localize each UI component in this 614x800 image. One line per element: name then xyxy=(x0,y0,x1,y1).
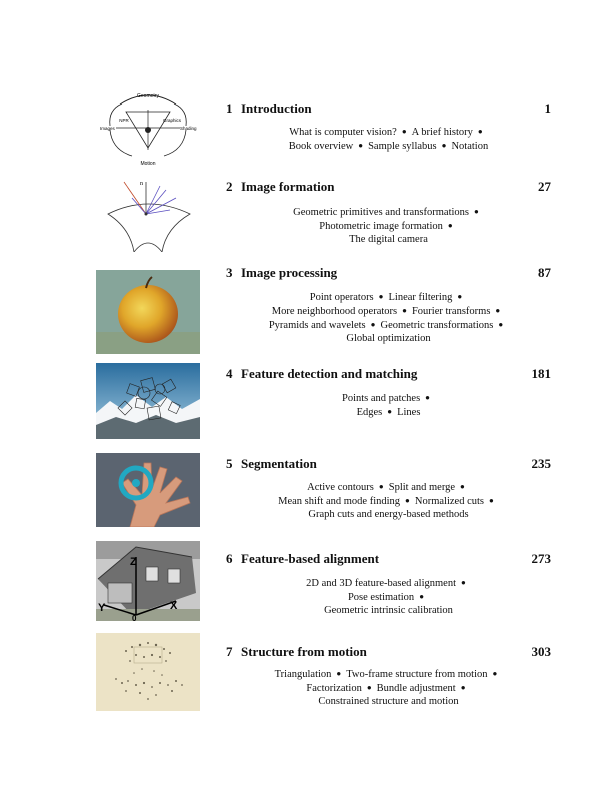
topic[interactable]: The digital camera xyxy=(349,234,428,245)
topic[interactable]: Points and patches xyxy=(342,393,421,404)
bullet-icon: ● xyxy=(457,292,463,301)
bullet-icon: ● xyxy=(425,393,430,402)
topic[interactable]: What is computer vision? xyxy=(289,127,397,138)
chapter-4-thumbnail xyxy=(96,363,200,439)
bullet-icon: ● xyxy=(474,207,479,216)
chapter-5-thumbnail xyxy=(96,453,200,527)
bullet-icon: ● xyxy=(460,683,466,692)
bullet-icon: ● xyxy=(378,292,384,301)
thumbnail-label: Graphics xyxy=(162,118,182,123)
thumbnail-label: NPR xyxy=(119,118,129,123)
bullet-icon: ● xyxy=(401,127,407,136)
thumbnail-label: Z xyxy=(130,556,137,568)
bullet-icon: ● xyxy=(489,496,494,505)
chapter-topics xyxy=(226,480,551,521)
chapter-page[interactable]: 235 xyxy=(531,456,551,471)
topic[interactable]: Geometric primitives and transformations xyxy=(293,207,469,218)
chapter-3-thumbnail xyxy=(96,270,200,354)
thumbnail-label: Geometry xyxy=(137,93,159,99)
topic[interactable]: More neighborhood operators xyxy=(271,306,398,317)
chapter-number: 4 xyxy=(226,366,233,381)
bullet-icon: ● xyxy=(378,482,384,491)
bullet-icon: ● xyxy=(358,141,364,150)
topic[interactable]: Geometric transformations xyxy=(380,320,494,331)
chapter-title[interactable]: Image processing xyxy=(241,265,338,280)
topic[interactable]: Active contours xyxy=(307,482,374,493)
bullet-icon: ● xyxy=(441,141,447,150)
topic[interactable]: Point operators xyxy=(309,292,374,303)
chapter-title[interactable]: Introduction xyxy=(241,101,312,116)
chapter-topics xyxy=(226,205,551,246)
chapter-title[interactable]: Structure from motion xyxy=(241,644,367,659)
chapter-page[interactable]: 1 xyxy=(544,101,551,116)
chapter-number: 7 xyxy=(226,644,233,659)
chapter-number: 6 xyxy=(226,551,233,566)
topic[interactable]: Book overview xyxy=(288,141,354,152)
chapter-number: 1 xyxy=(226,101,233,116)
bullet-icon: ● xyxy=(447,221,453,230)
bullet-icon: ● xyxy=(402,306,407,315)
chapter-title[interactable]: Feature detection and matching xyxy=(241,366,418,381)
bullet-icon: ● xyxy=(405,496,410,505)
bullet-icon: ● xyxy=(460,482,465,491)
bullet-icon: ● xyxy=(492,669,498,678)
bullet-icon: ● xyxy=(366,683,372,692)
bullet-icon: ● xyxy=(461,578,466,587)
topic[interactable]: Linear filtering xyxy=(388,292,453,303)
bullet-icon: ● xyxy=(477,127,483,136)
chapter-topics xyxy=(226,667,551,708)
topic[interactable]: Sample syllabus xyxy=(368,141,437,152)
topic[interactable]: Pose estimation xyxy=(347,592,415,603)
chapter-topics xyxy=(226,290,551,345)
topic[interactable]: Photometric image formation xyxy=(319,221,443,232)
topic[interactable]: Bundle adjustment xyxy=(376,683,456,694)
topic[interactable]: Pyramids and wavelets xyxy=(268,320,366,331)
chapter-number: 5 xyxy=(226,456,233,471)
chapter-title[interactable]: Image formation xyxy=(241,179,335,194)
bullet-icon: ● xyxy=(498,320,504,329)
topic[interactable]: Normalized cuts xyxy=(414,496,484,507)
topic[interactable]: 2D and 3D feature-based alignment xyxy=(306,578,457,589)
topic[interactable]: Lines xyxy=(397,407,421,418)
chapter-page[interactable]: 181 xyxy=(531,366,551,381)
chapter-title[interactable]: Segmentation xyxy=(241,456,317,471)
topic[interactable]: Constrained structure and motion xyxy=(318,696,459,707)
chapter-page[interactable]: 303 xyxy=(531,644,551,659)
bullet-icon: ● xyxy=(495,306,501,315)
chapter-2-thumbnail xyxy=(96,176,200,252)
thumbnail-label: Y xyxy=(98,602,106,614)
topic[interactable]: Mean shift and mode finding xyxy=(278,496,401,507)
thumbnail-label: 0 xyxy=(132,614,137,621)
chapter-topics xyxy=(226,125,551,153)
chapter-7-thumbnail xyxy=(96,633,200,711)
chapter-topics xyxy=(226,391,551,419)
bullet-icon: ● xyxy=(419,592,425,601)
chapter-1-thumbnail xyxy=(96,90,200,168)
topic[interactable]: Fourier transforms xyxy=(411,306,491,317)
chapter-title[interactable]: Feature-based alignment xyxy=(241,551,380,566)
topic[interactable]: Split and merge xyxy=(388,482,456,493)
chapter-number: 3 xyxy=(226,265,233,280)
bullet-icon: ● xyxy=(387,407,393,416)
thumbnail-label: n xyxy=(140,181,143,187)
thumbnail-label: Motion xyxy=(140,161,156,167)
thumbnail-label: X xyxy=(170,600,178,612)
bullet-icon: ● xyxy=(336,669,342,678)
topic[interactable]: Edges xyxy=(356,407,383,418)
bullet-icon: ● xyxy=(370,320,376,329)
chapter-6-thumbnail xyxy=(96,541,200,621)
topic[interactable]: Notation xyxy=(451,141,489,152)
topic[interactable]: A brief history xyxy=(411,127,473,138)
thumbnail-label: Images xyxy=(100,126,115,131)
thumbnail-label: Shading xyxy=(180,126,197,131)
chapter-page[interactable]: 87 xyxy=(538,265,551,280)
topic[interactable]: Geometric intrinsic calibration xyxy=(324,605,453,616)
chapter-page[interactable]: 27 xyxy=(538,179,551,194)
topic[interactable]: Two-frame structure from motion xyxy=(346,669,488,680)
topic[interactable]: Graph cuts and energy-based methods xyxy=(308,509,469,520)
chapter-number: 2 xyxy=(226,179,233,194)
topic[interactable]: Factorization xyxy=(306,683,362,694)
topic[interactable]: Triangulation xyxy=(274,669,332,680)
topic[interactable]: Global optimization xyxy=(346,333,431,344)
chapter-page[interactable]: 273 xyxy=(531,551,551,566)
chapter-topics xyxy=(226,576,551,617)
